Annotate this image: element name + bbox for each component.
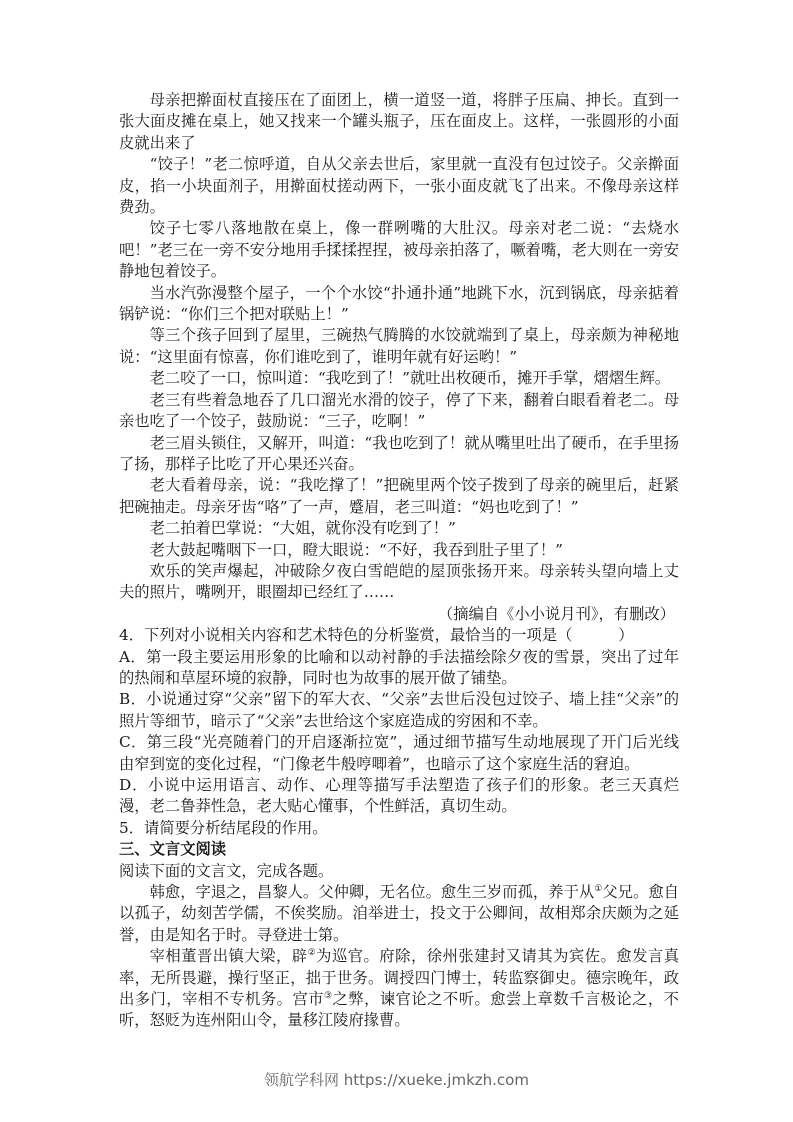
classical-text-p1-part-b: 父兄。愈自以孤子，幼刻苦学儒，不俟奖励。洎举进士，投文于公卿间，故相郑余庆颇为之延誉，由是知名于时。寻登进士第。 (119, 883, 679, 944)
classical-text-paragraph-1 (119, 882, 679, 946)
story-paragraph-11: 老大鼓起嘴咽下一口，瞪大眼说：“不好，我吞到肚子里了！” (149, 540, 563, 559)
question-4-option-a: A．第一段主要运用形象的比喻和以动衬静的手法描绘除夕夜的雪景，突出了过年的热闹和草屋环境的寂静，同时也为故事的展开做了铺垫。 (119, 647, 679, 687)
story-paragraph-4: 当水汽弥漫整个屋子，一个个水饺“扑通扑通”地跳下水，沉到锅底，母亲掂着锅铲说：“你们三个把对联贴上！” (119, 283, 679, 324)
document-body (119, 90, 679, 1032)
section-3-heading: 三、文言文阅读 (119, 840, 227, 859)
classical-text-p1-part-a: 韩愈，字退之，昌黎人。父仲卿，无名位。愈生三岁而孤，养于从 (149, 883, 595, 902)
footnote-marker-2: ② (307, 948, 317, 959)
classical-text-p2-part-a: 宰相董晋出镇大梁，辟 (149, 947, 308, 966)
story-paragraph-12: 欢乐的笑声爆起，冲破除夕夜白雪皑皑的屋顶张扬开来。母亲转头望向墙上丈夫的照片，嘴咧开，眼圈却已经红了…… (119, 561, 679, 602)
story-paragraph-2: “饺子！”老二惊呼道，自从父亲去世后，家里就一直没有包过饺子。父亲擀面皮，掐一小块面剂子，用擀面杖搓动两下，一张小面皮就飞了出来。不像母亲这样费劲。 (119, 155, 679, 217)
page-footer-watermark: 领航学科网 https://xueke.jmkzh.com (264, 1071, 529, 1089)
question-4-stem: 4．下列对小说相关内容和艺术特色的分析鉴赏，最恰当的一项是（ ） (119, 626, 634, 645)
story-paragraph-8: 老三眉头锁住，又解开，叫道：“我也吃到了！就从嘴里吐出了硬币，在手里扬了扬，那样子比吃了开心果还兴奋。 (119, 433, 679, 473)
footnote-marker-1: ① (594, 884, 603, 895)
question-4-option-b: B．小说通过穿“父亲”留下的军大衣、“父亲”去世后没包过饺子、墙上挂“父亲”的照片等细节，暗示了“父亲”去世给这个家庭造成的穷困和不幸。 (119, 690, 679, 730)
classical-text-p2-part-b: 为巡官。府除，徐州张建封又请其为宾佐。愈发言真率，无所畏避，操行坚正，拙于世务。调授四门博士，转监察御史。德宗晚年，政出多门，宰相不专机务。宫市 (119, 947, 679, 1009)
question-4-option-c: C．第三段“光亮随着门的开启逐渐拉宽”，通过细节描写生动地展现了开门后光线由窄到宽的变化过程，“门像老牛般哼唧着”，也暗示了这个家庭生活的窘迫。 (119, 733, 679, 773)
story-paragraph-10: 老二拍着巴掌说：“大姐，就你没有吃到了！” (149, 519, 456, 538)
story-paragraph-7: 老三有些着急地吞了几口溜光水滑的饺子，停了下来，翻着白眼看着老二。母亲也吃了一个饺子，鼓励说：“三子，吃啊！” (119, 390, 679, 431)
question-5-stem: 5．请简要分析结尾段的作用。 (119, 818, 328, 837)
story-paragraph-6: 老二咬了一口，惊叫道：“我吃到了！”就吐出枚硬币，摊开手掌，熠熠生辉。 (149, 369, 671, 388)
story-source-citation: （摘编自《小小说月刊》，有删改） (437, 604, 675, 623)
question-4-option-d: D．小说中运用语言、动作、心理等描写手法塑造了孩子们的形象。老三天真烂漫，老二鲁莽性急，老大贴心懂事，个性鲜活，真切生动。 (119, 776, 679, 816)
section-3-instruction: 阅读下面的文言文，完成各题。 (119, 861, 334, 880)
story-paragraph-3: 饺子七零八落地散在桌上，像一群咧嘴的大肚汉。母亲对老二说：“去烧水吧！”老三在一旁不安分地用手揉揉捏捏，被母亲拍落了，噘着嘴，老大则在一旁安静地包着饺子。 (119, 219, 679, 281)
story-paragraph-9: 老大看着母亲，说：“我吃撑了！”把碗里两个饺子拨到了母亲的碗里后，赶紧把碗抽走。母亲牙齿“咯”了一声，蹙眉，老三叫道：“妈也吃到了！” (119, 476, 679, 516)
classical-text-paragraph-2 (119, 946, 679, 1032)
story-paragraph-1: 母亲把擀面杖直接压在了面团上，横一道竖一道，将胖子压扁、抻长。直到一张大面皮摊在桌上，她又找来一个罐头瓶子，压在面皮上。这样，一张圆形的小面皮就出来了 (119, 91, 679, 152)
footnote-marker-3: ③ (324, 991, 333, 1002)
story-paragraph-5: 等三个孩子回到了屋里，三碗热气腾腾的水饺就端到了桌上，母亲颇为神秘地说：“这里面有惊喜，你们谁吃到了，谁明年就有好运哟！” (119, 326, 679, 366)
classical-text-p2-part-c: 之弊，谏官论之不听。愈尝上章数千言极论之，不听，怒贬为连州阳山令，量移江陵府掾曹。 (119, 990, 679, 1030)
